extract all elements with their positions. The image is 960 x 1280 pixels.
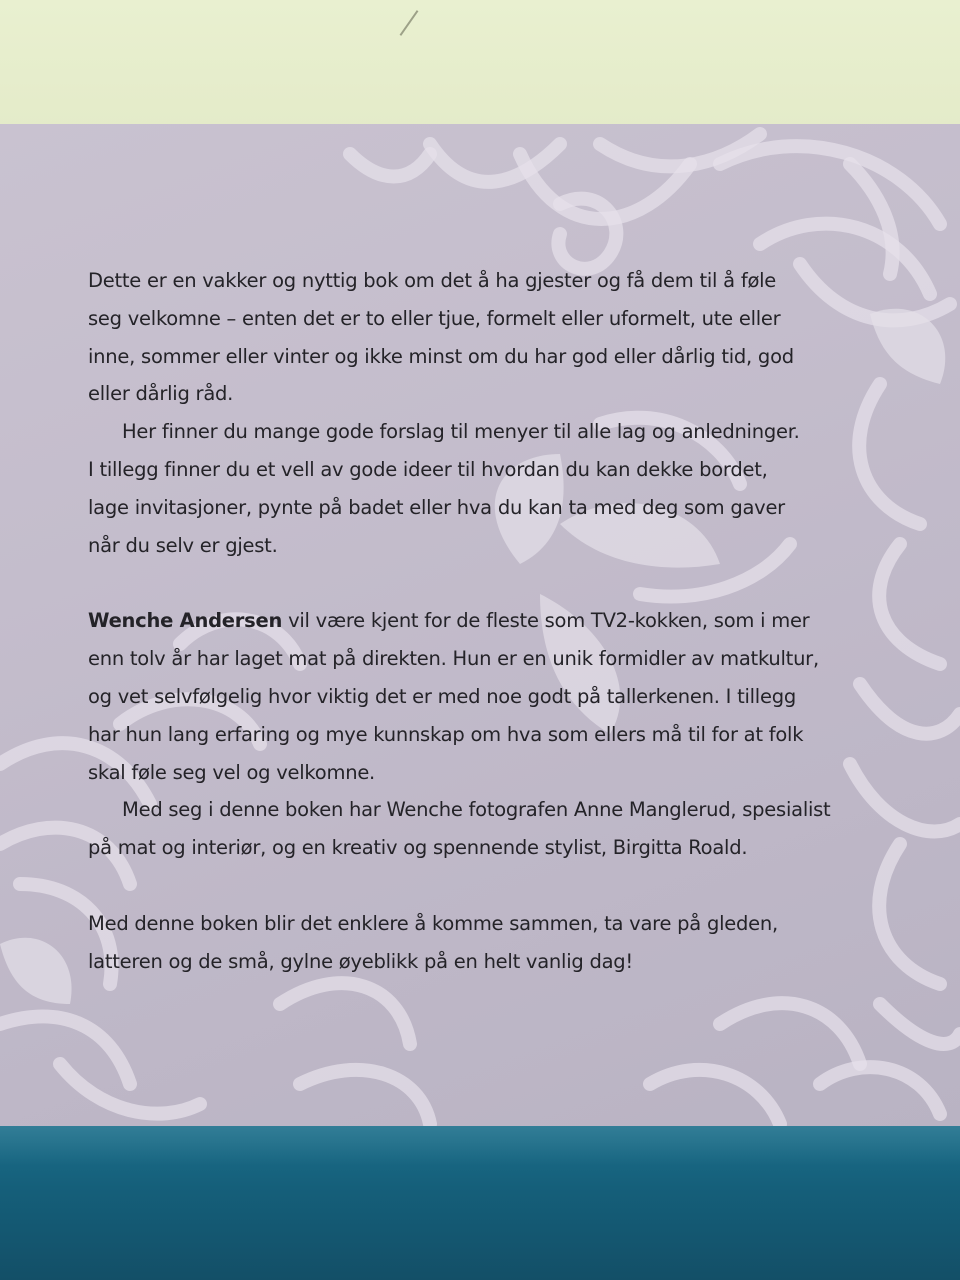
text-line: Med denne boken blir det enklere å komme sammen, ta vare på gleden,	[88, 911, 778, 935]
text-line: og vet selvfølgelig hvor viktig det er med noe godt på tallerkenen. I tillegg	[88, 684, 796, 708]
text-line: latteren og de små, gylne øyeblikk på en helt vanlig dag!	[88, 949, 633, 973]
paragraph-2	[88, 413, 868, 564]
text-line: Med seg i denne boken har Wenche fotografen Anne Manglerud, spesialist	[122, 798, 831, 822]
text-line: Her finner du mange gode forslag til menyer til alle lag og anledninger.	[122, 420, 800, 444]
cover-glare	[0, 1126, 960, 1166]
paragraph-gap	[88, 564, 868, 602]
paragraph-5	[88, 905, 868, 981]
text-line-rest: vil være kjent for de fleste som TV2-kokken, som i mer	[282, 609, 810, 633]
text-line: har hun lang erfaring og mye kunnskap om hva som ellers må til for at folk	[88, 722, 804, 746]
text-line: eller dårlig råd.	[88, 382, 234, 406]
author-name: Wenche Andersen	[88, 609, 283, 633]
text-line: inne, sommer eller vinter og ikke minst om du har god eller dårlig tid, god	[88, 344, 794, 368]
text-line: når du selv er gjest.	[88, 533, 278, 557]
text-line: I tillegg finner du et vell av gode ideer til hvordan du kan dekke bordet,	[88, 457, 768, 481]
text-line: på mat og interiør, og en kreativ og spennende stylist, Birgitta Roald.	[88, 836, 748, 860]
text-line: enn tolv år har laget mat på direkten. Hun er en unik formidler av matkultur,	[88, 647, 819, 671]
text-line: Dette er en vakker og nyttig bok om det å ha gjester og få dem til å føle	[88, 269, 777, 292]
table-surface	[0, 0, 960, 128]
paragraph-1	[88, 262, 868, 413]
blurb-text	[88, 262, 868, 981]
text-line: skal føle seg vel og velkomne.	[88, 760, 376, 784]
text-line: lage invitasjoner, pynte på badet eller hva du kan ta med deg som gaver	[88, 495, 785, 519]
paragraph-gap	[88, 867, 868, 905]
paragraph-4	[88, 791, 868, 867]
text-line: seg velkomne – enten det er to eller tjue, formelt eller uformelt, ute eller	[88, 306, 781, 330]
text-line	[88, 602, 868, 640]
paragraph-3	[88, 602, 868, 791]
